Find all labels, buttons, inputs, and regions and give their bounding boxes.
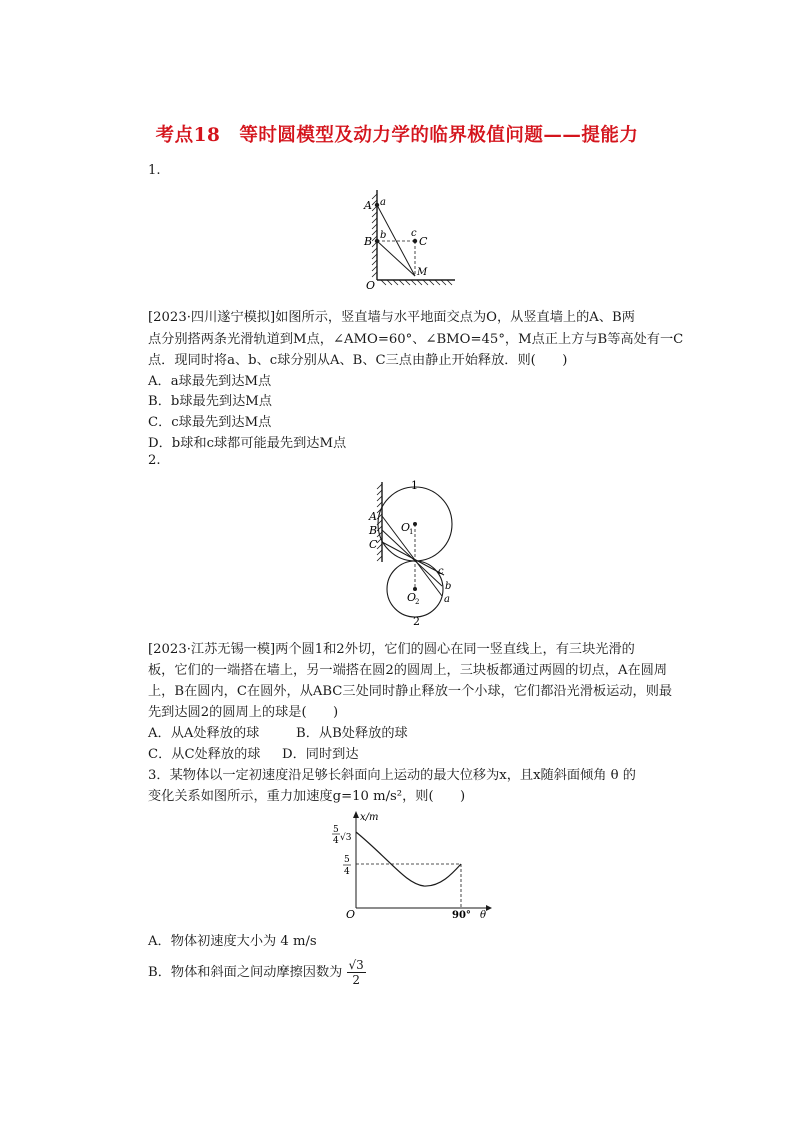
q2-label-A: A [369, 510, 377, 523]
q1-label-A: A [364, 199, 372, 212]
q1-label-c: c [411, 228, 417, 239]
q2-label-C: C [369, 538, 378, 551]
q1-line-1: [2023·四川遂宁模拟]如图所示，竖直墙与水平地面交点为O，从竖直墙上的A、B两 [148, 310, 635, 325]
q2-option-a: A．从A处释放的球 [148, 726, 260, 741]
q1-option-b: B．b球最先到达M点 [148, 394, 272, 409]
q2-label-B: B [369, 524, 378, 537]
q3-y-axis-label: x/m [360, 812, 379, 823]
q2-label-O1-sub: 1 [409, 528, 414, 536]
q2-line-1: [2023·江苏无锡一模]两个圆1和2外切，它们的圆心在同一竖直线上，有三块光滑的 [148, 642, 635, 657]
q3-tick-mid-num: 5 [344, 855, 350, 865]
q2-label-O2-sub: 2 [415, 598, 420, 606]
q2-label-O2: O [407, 591, 417, 604]
q2-line-4: 先到达圆2的圆周上的球是( ) [148, 705, 339, 720]
q3-option-b-fraction: $\frac{√3}{2}$ [348, 958, 364, 987]
q3-tick-top-num: 5 [333, 825, 339, 835]
q2-option-b: B．从B处释放的球 [296, 726, 408, 741]
q2-number: 2. [148, 453, 161, 468]
q1-label-O: O [366, 279, 376, 292]
q3-line-2: 变化关系如图所示，重力加速度g=10 m/s²，则( ) [148, 789, 466, 804]
q2-label-c: c [438, 566, 444, 577]
q3-tick-top-den: 4 [333, 836, 339, 846]
q1-label-M: M [417, 267, 428, 278]
q2-option-c: C．从C处释放的球 [148, 747, 261, 762]
q3-tick-90: 90° [452, 910, 471, 921]
q1-figure [355, 188, 465, 294]
q1-option-d: D．b球和c球都可能最先到达M点 [148, 436, 347, 451]
q3-x-axis-label: θ [480, 910, 487, 921]
q1-option-a: A．a球最先到达M点 [148, 374, 272, 389]
q1-label-a: a [380, 197, 386, 208]
q1-option-c: C．c球最先到达M点 [148, 415, 272, 430]
q2-option-d: D．同时到达 [282, 747, 359, 762]
q2-label-2: 2 [413, 615, 420, 628]
q1-line-2: 点分别搭两条光滑轨道到M点，∠AMO=60°、∠BMO=45°，M点正上方与B等高处有一C [148, 332, 684, 347]
q1-line-3: 点．现同时将a、b、c球分别从A、B、C三点由静止开始释放．则( ) [148, 353, 568, 368]
q2-label-b: b [445, 581, 452, 592]
q2-line-3: 上，B在圆内，C在圆外，从ABC三处同时静止释放一个小球，它们都沿光滑板运动，则最 [148, 684, 673, 699]
q3-tick-top-rad: √3 [340, 833, 352, 843]
q3-origin-label: O [346, 908, 356, 921]
q3-tick-mid-den: 4 [344, 867, 350, 877]
q2-figure [358, 478, 468, 630]
q2-label-O1: O [401, 521, 411, 534]
q2-line-2: 板，它们的一端搭在墙上，另一端搭在圆2的圆周上，三块板都通过两圆的切点，A在圆周 [148, 663, 668, 678]
page-title: 考点18 等时圆模型及动力学的临界极值问题——提能力 [155, 125, 639, 146]
q1-number: 1. [148, 163, 161, 178]
q3-graph [320, 808, 495, 923]
q3-option-b: B．物体和斜面之间动摩擦因数为 $\frac{√3}{2}$ [148, 958, 364, 987]
q2-label-1: 1 [411, 479, 418, 492]
q2-label-a: a [444, 594, 450, 605]
q1-label-b: b [380, 230, 387, 241]
q1-label-B: B [364, 235, 373, 248]
q3-line-1: 3．某物体以一定初速度沿足够长斜面向上运动的最大位移为x，且x随斜面倾角 θ 的 [148, 768, 636, 783]
q3-option-a: A．物体初速度大小为 4 m/s [148, 934, 317, 949]
q1-label-C: C [419, 235, 428, 248]
